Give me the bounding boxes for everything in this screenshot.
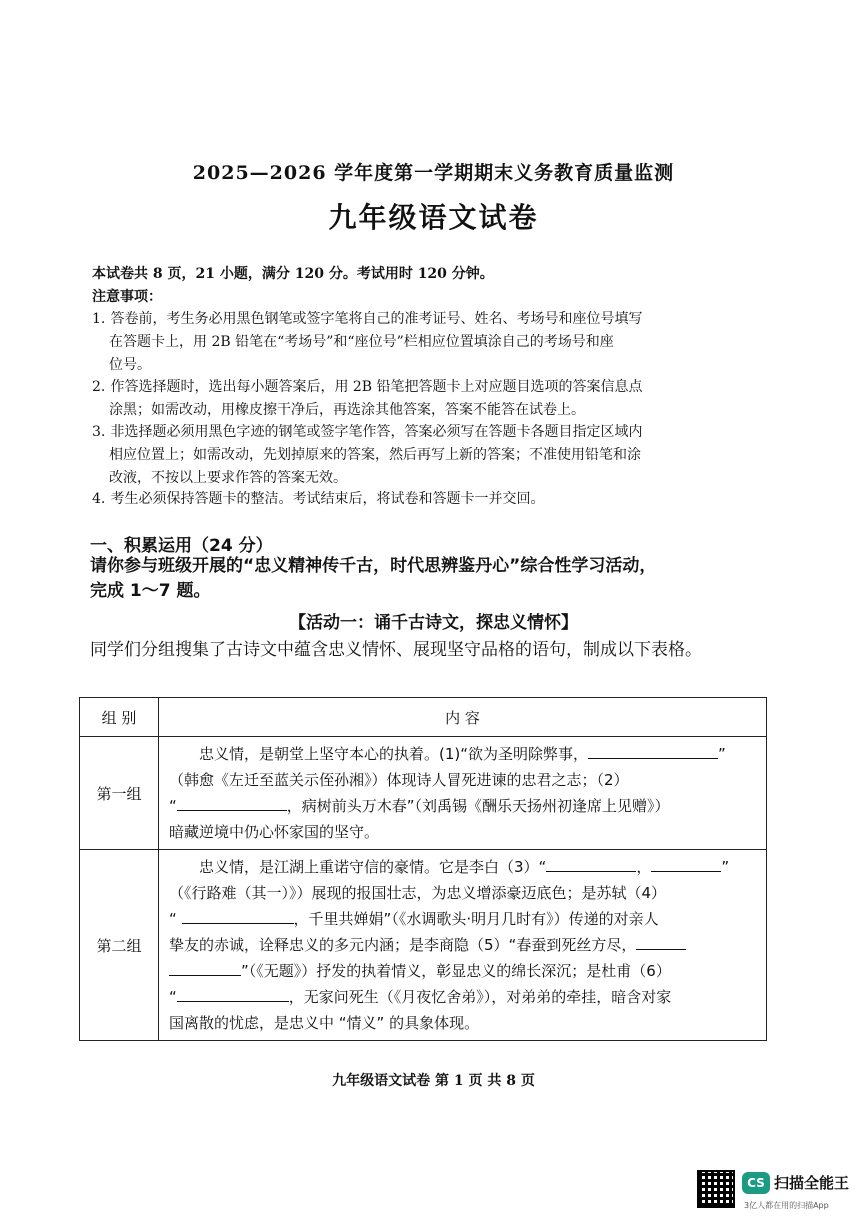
content-text: ”（《无题》）抒发的执着情义，彰显忠义的绵长深沉；是杜甫（6）	[241, 962, 671, 980]
content-text: ，千里共婵娟”（《水调歌头·明月几时有》）传递的对亲人	[293, 910, 659, 928]
column-header-group: 组 别	[80, 698, 159, 737]
page-footer: 九年级语文试卷 第 1 页 共 8 页	[332, 1073, 535, 1089]
group-label: 第一组	[80, 737, 159, 850]
content-text: “	[169, 910, 182, 928]
notice-line: 涂黑；如需改动，用橡皮擦干净后，再选涂其他答案，答案不能答在试卷上。	[109, 402, 585, 418]
content-text: （《行路难（其一）》）展现的报国壮志，为忠义增添豪迈底色；是苏轼（4）	[169, 884, 667, 902]
answer-blank-2[interactable]	[177, 794, 287, 811]
notice-item-2	[92, 376, 782, 422]
section-intro-line: 完成 1～7 题。	[90, 581, 211, 601]
activity-title: 【活动一：诵千古诗文，探忠义情怀】	[289, 613, 578, 633]
answer-blank-6[interactable]	[177, 985, 289, 1002]
notice-line: 作答选择题时，选出每小题答案后，用 2B 铅笔把答题卡上对应题目选项的答案信息点	[110, 379, 643, 395]
notice-item-4	[92, 488, 782, 511]
table-header-row	[80, 698, 767, 737]
content-text: ”	[721, 858, 730, 876]
table-row	[80, 850, 767, 1041]
table-row	[80, 737, 767, 850]
qr-code-icon	[697, 1170, 735, 1208]
notice-item-3	[92, 421, 782, 490]
section-intro	[90, 554, 770, 604]
activity-description: 同学们分组搜集了古诗文中蕴含忠义情怀、展现坚守品格的语句，制成以下表格。	[90, 640, 702, 660]
content-text: ，无家问死生（《月夜忆舍弟》），对弟弟的牵挂，暗含对家	[288, 988, 672, 1006]
poem-table	[79, 697, 767, 1041]
notice-number: 4.	[92, 491, 106, 507]
notice-line: 相应位置上；如需改动，先划掉原来的答案，然后再写上新的答案；不准使用铅笔和涂	[109, 447, 641, 463]
notice-number: 2.	[92, 379, 106, 395]
content-text: ，病树前头万木春”（刘禹锡《酬乐天扬州初逢席上见赠》）	[286, 797, 670, 815]
column-header-content: 内 容	[159, 698, 767, 737]
answer-blank-3a[interactable]	[546, 855, 636, 872]
content-text: “	[169, 797, 177, 815]
notice-number: 3.	[92, 424, 106, 440]
notice-line: 答卷前，考生务必用黑色钢笔或签字笔将自己的准考证号、姓名、考场号和座位号填写	[110, 311, 643, 327]
content-text: 国离散的忧虑，是忠义中 “情义” 的具象体现。	[169, 1014, 480, 1032]
group-label: 第二组	[80, 850, 159, 1041]
notice-line: 非选择题必须用黑色字迹的钢笔或签字笔作答，答案必须写在答题卡各题目指定区域内	[110, 424, 643, 440]
content-text: 暗藏逆境中仍心怀家国的坚守。	[169, 823, 380, 841]
answer-blank-5a[interactable]	[636, 933, 686, 950]
content-text: ”	[718, 745, 726, 763]
content-text: “	[169, 988, 177, 1006]
content-text: 挚友的赤诚，诠释忠义的多元内涵；是李商隐（5）“春蚕到死丝方尽，	[169, 936, 637, 954]
camscanner-name: 扫描全能王	[774, 1174, 850, 1192]
content-text: ，	[636, 858, 652, 876]
paper-intro: 本试卷共 8 页，21 小题，满分 120 分。考试用时 120 分钟。	[92, 266, 494, 282]
section-heading: 一、积累运用（24 分）	[90, 536, 273, 556]
notice-line: 改液，不按以上要求作答的答案无效。	[109, 470, 347, 486]
content-text: （韩愈《左迁至蓝关示侄孙湘》）体现诗人冒死进谏的忠君之志；（2）	[169, 771, 629, 789]
group-content	[159, 850, 767, 1041]
camscanner-logo: CS	[742, 1172, 770, 1194]
content-text: 忠义情，是江湖上重诺守信的豪情。它是李白（3）“	[199, 858, 547, 876]
camscanner-tagline: 3亿人都在用的扫描App	[744, 1201, 829, 1210]
exam-title: 2025—2026 学年度第一学期期末义务教育质量监测	[192, 162, 675, 184]
answer-blank-4[interactable]	[182, 907, 294, 924]
section-intro-line: 请你参与班级开展的“忠义精神传千古，时代思辨鉴丹心”综合性学习活动，	[90, 556, 657, 576]
content-text: 忠义情，是朝堂上坚守本心的执着。(1)“欲为圣明除弊事，	[199, 745, 589, 763]
notice-number: 1.	[92, 311, 106, 327]
notice-line: 考生必须保持答题卡的整洁。考试结束后，将试卷和答题卡一并交回。	[110, 491, 545, 507]
notice-line: 在答题卡上，用 2B 铅笔在“考场号”和“座位号”栏相应位置填涂自己的考场号和座	[109, 334, 614, 350]
notice-heading: 注意事项：	[92, 289, 162, 305]
answer-blank-3b[interactable]	[651, 855, 721, 872]
answer-blank-5b[interactable]	[169, 959, 241, 976]
group-content	[159, 737, 767, 850]
notice-item-1	[92, 308, 782, 377]
notice-line: 位号。	[109, 357, 151, 373]
answer-blank-1[interactable]	[588, 742, 718, 759]
paper-title: 九年级语文试卷	[328, 201, 539, 234]
